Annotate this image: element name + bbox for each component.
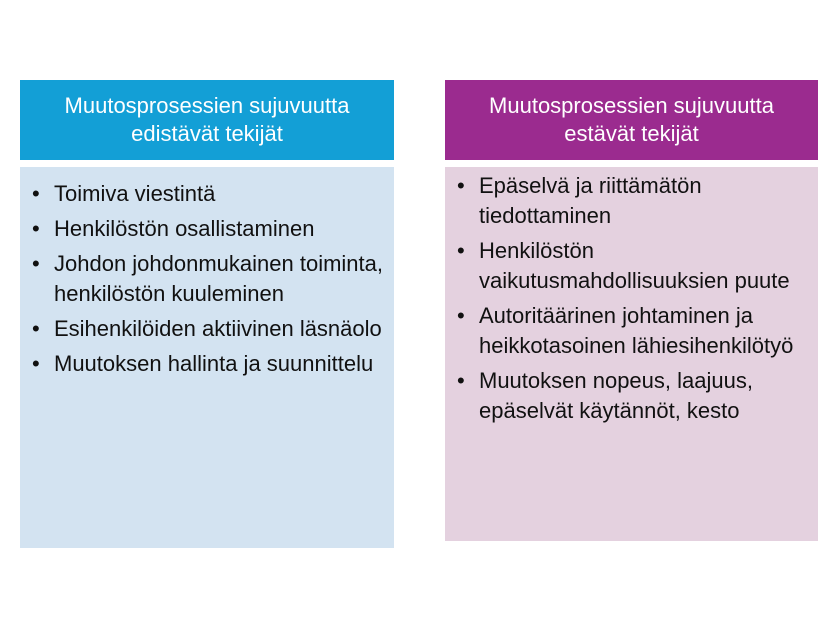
list-item [30, 214, 384, 244]
list-item-text: Henkilöstön vaikutusmahdollisuuksien puute [479, 238, 790, 293]
promoting-factors-list [30, 179, 384, 379]
hindering-factors-title: Muutosprosessien sujuvuutta estävät tekijät [489, 93, 774, 146]
list-item-text: Autoritäärinen johtaminen ja heikkotasoinen lähiesihenkilötyö [479, 303, 794, 358]
list-item [30, 249, 384, 309]
bullet-icon: • [457, 173, 465, 198]
list-item-text: Epäselvä ja riittämätön tiedottaminen [479, 173, 702, 228]
list-item-text: Esihenkilöiden aktiivinen läsnäolo [54, 316, 382, 341]
bullet-icon: • [457, 238, 465, 263]
list-item-text: Johdon johdonmukainen toiminta, henkilöstön kuuleminen [54, 251, 384, 306]
promoting-factors-panel [20, 80, 394, 548]
hindering-factors-body [445, 167, 818, 541]
bullet-icon: • [32, 216, 40, 241]
list-item-text: Toimiva viestintä [54, 181, 216, 206]
bullet-icon: • [32, 316, 40, 341]
list-item [455, 236, 808, 296]
bullet-icon: • [32, 351, 40, 376]
list-item [455, 301, 808, 361]
bullet-icon: • [457, 368, 465, 393]
list-item [455, 171, 808, 231]
promoting-factors-body [20, 167, 394, 548]
list-item-text: Muutoksen hallinta ja suunnittelu [54, 351, 374, 376]
hindering-factors-panel [445, 80, 818, 541]
hindering-factors-list [455, 171, 808, 426]
bullet-icon: • [457, 303, 465, 328]
bullet-icon: • [32, 251, 40, 276]
list-item [30, 179, 384, 209]
list-item [30, 314, 384, 344]
promoting-factors-title: Muutosprosessien sujuvuutta edistävät tekijät [64, 93, 350, 146]
list-item [30, 349, 384, 379]
list-item-text: Henkilöstön osallistaminen [54, 216, 315, 241]
list-item [455, 366, 808, 426]
promoting-factors-header [20, 80, 394, 160]
list-item-text: Muutoksen nopeus, laajuus, epäselvät käytännöt, kesto [479, 368, 753, 423]
hindering-factors-header [445, 80, 818, 160]
bullet-icon: • [32, 181, 40, 206]
